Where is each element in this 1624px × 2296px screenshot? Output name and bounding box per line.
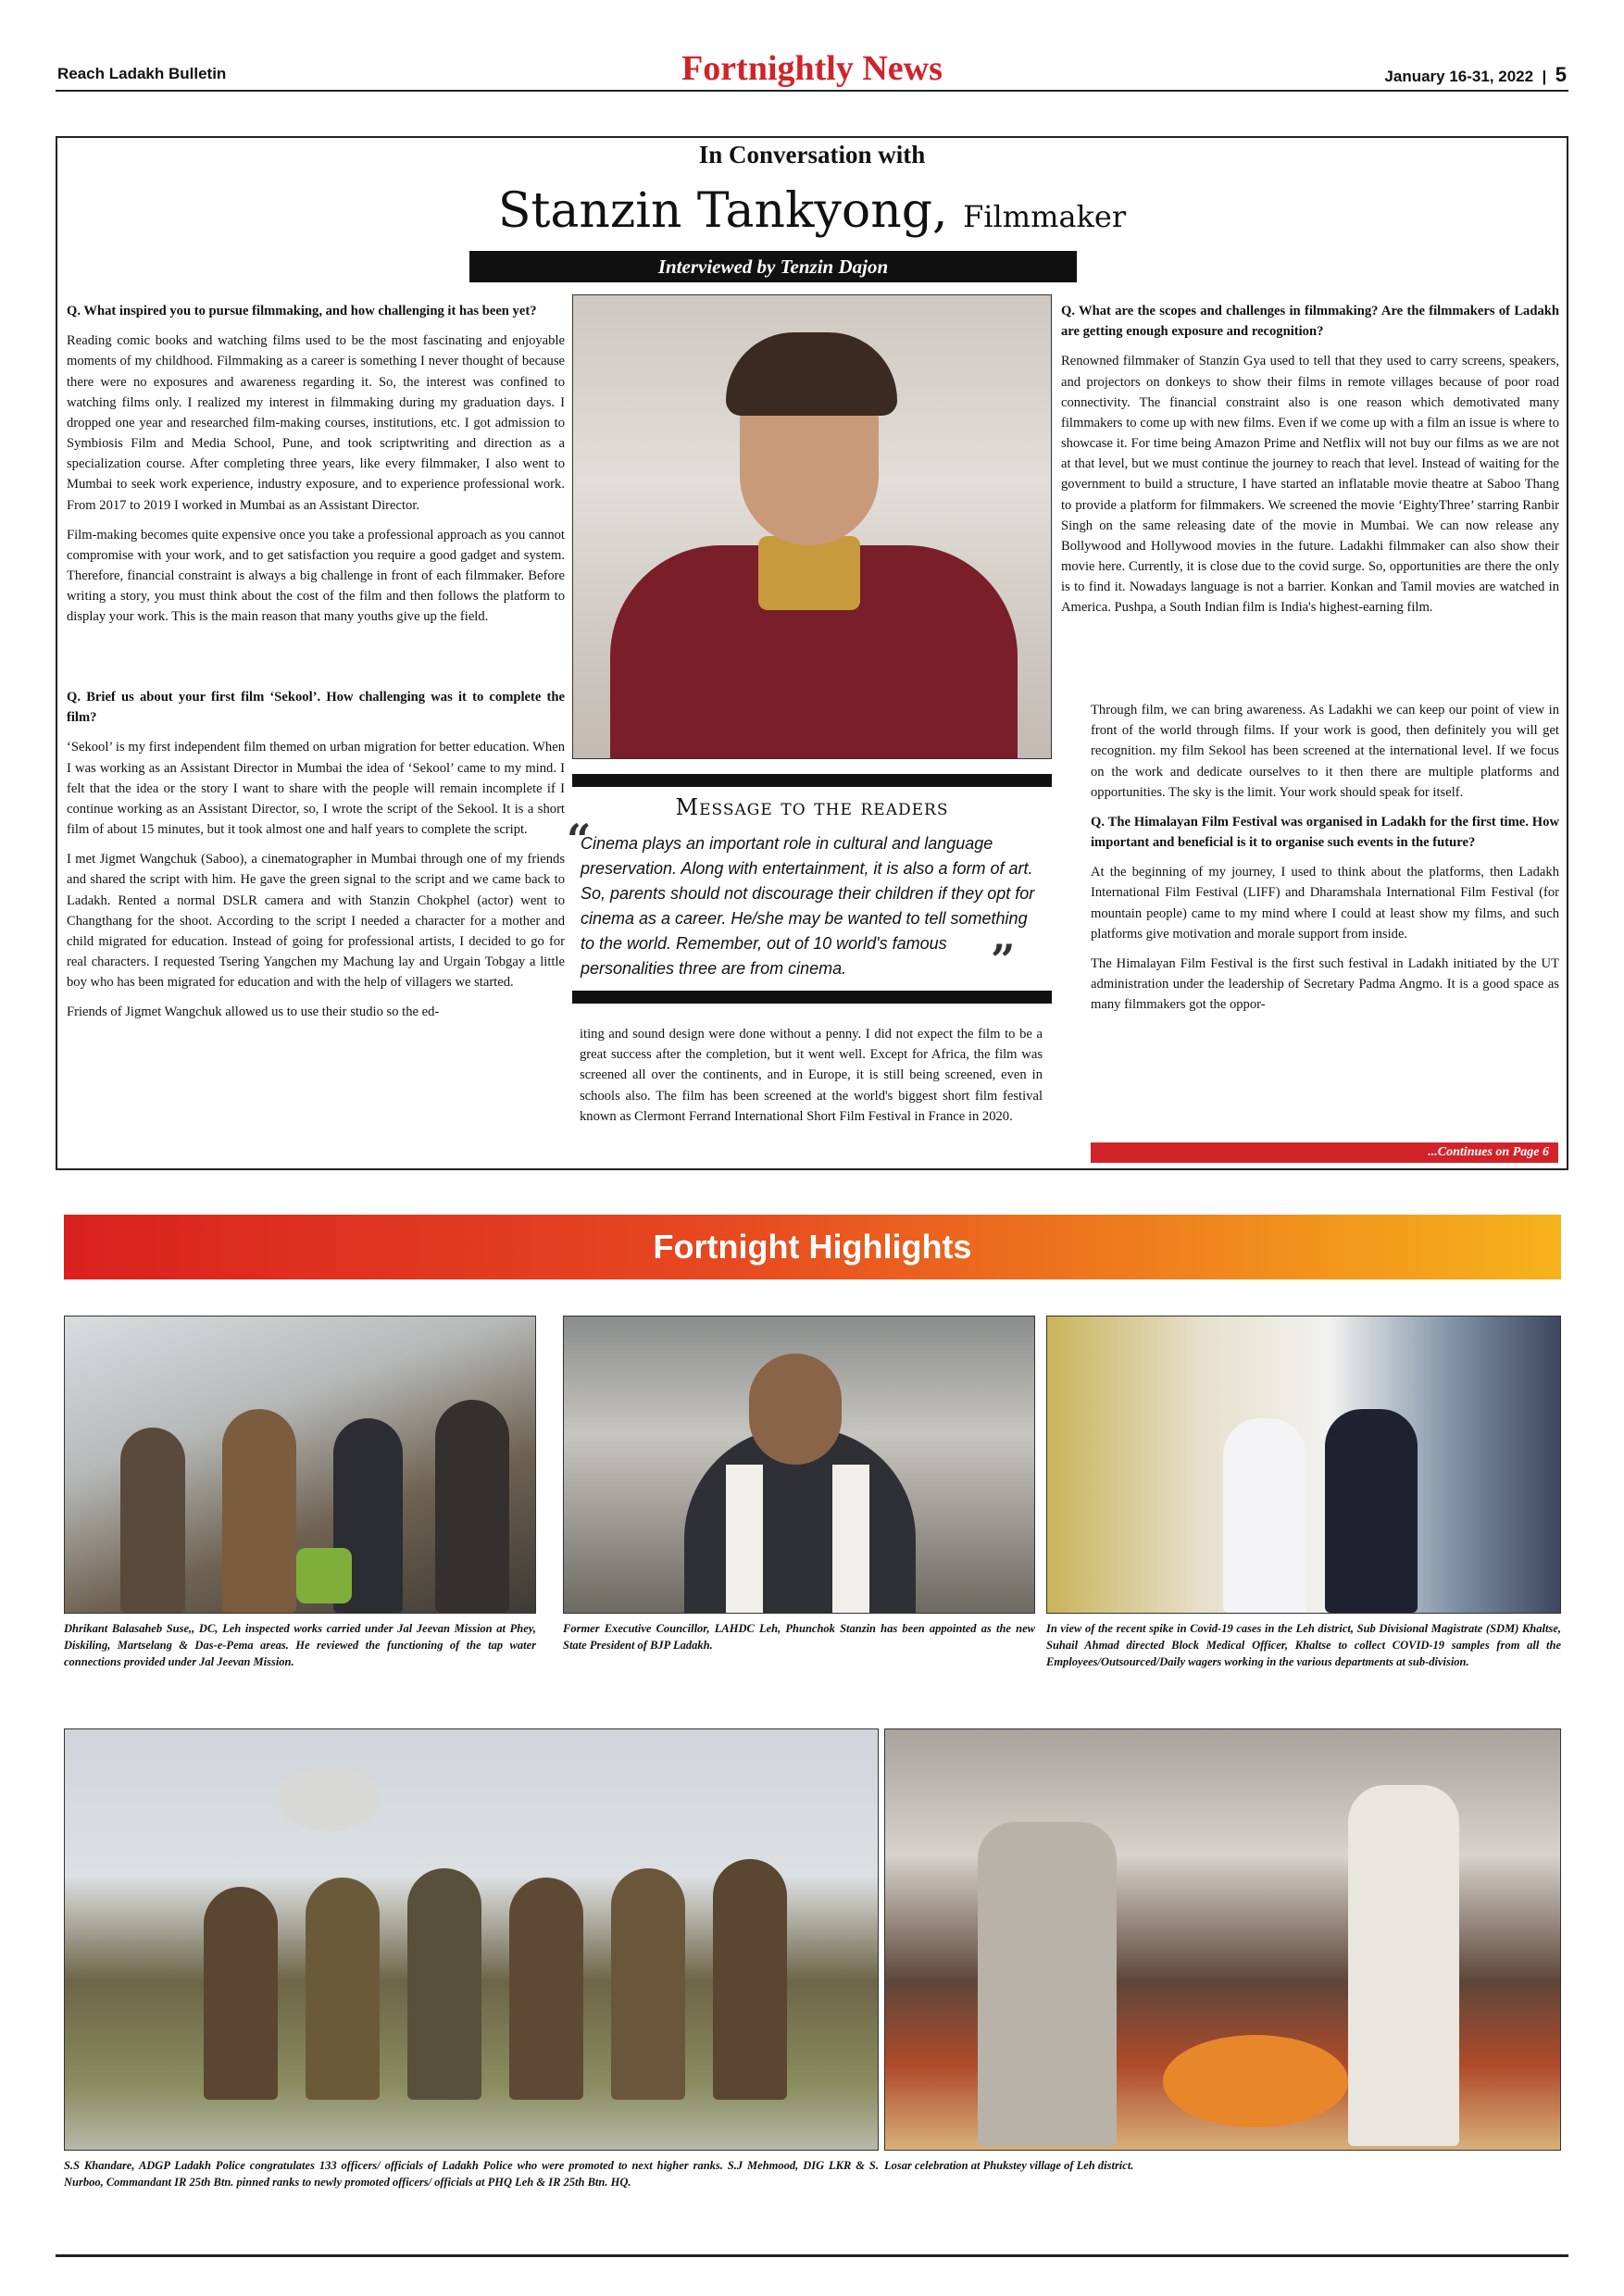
portrait-photo [572,294,1052,759]
photo-covid-sampling [1046,1316,1561,1614]
interviewee-name [0,183,1624,239]
byline: Interviewed by Tenzin Dajon [469,251,1077,282]
answer-paragraph: Film-making becomes quite expensive once you take a professional approach as you cannot compromise with your work, and to get satisfaction you require a good gadget and system. Therefore, financial constraint is always a big challenge in front of each filmmaker. Before writing a story, you must think about the cost of the film and then follows the platform to display your work. This is the main reason that many youths give up the field. [67,527,565,625]
ppe-worker-shape [1223,1418,1306,1613]
answer-paragraph: At the beginning of my journey, I used to think about the platforms, then Ladakh International Film Festival (LIFF) and Dharamshala International Film Festival (for mountain people) came to my mind where I could at least show my films, and such platforms give motivation and morale support from inside. [1091,865,1559,942]
date-text: January 16-31, 2022 [1384,68,1534,85]
separator: | [1537,68,1552,85]
left-column-top [67,301,565,637]
left-column-bottom [67,687,565,1032]
message-top-bar [572,774,1052,787]
caption-1: Dhrikant Balasaheb Suse,, DC, Leh inspected works carried under Jal Jeevan Mission at Phey, Diskiling, Martselang & Das-e-Pema areas. He reviewed the functioning of the tap water connections provided under Jal Jeevan Mission. [64,1622,536,1669]
photo-losar-celebration [884,1728,1561,2151]
officer-shape [713,1859,787,2100]
interview-kicker: In Conversation with [698,141,926,168]
section-title: Fortnightly News [681,49,943,88]
photo-jal-jeevan-inspection [64,1316,536,1614]
answer-paragraph: The Himalayan Film Festival is the first such festival in Ladakh initiated by the UT administration under the leadership of Secretary Padma Angmo. It is a good space as many filmmakers got the oppor- [1091,955,1559,1013]
footer-rule [56,2254,1568,2257]
person-shape [1348,1785,1459,2146]
officer-shape [306,1878,380,2100]
officer-shape [611,1868,685,2100]
caption-5: Losar celebration at Phukstey village of Leh district. [884,2159,1134,2172]
scarf-shape [726,1465,763,1613]
costumed-figure-shape [978,1822,1117,2146]
message-title: Message to the readers [675,794,949,820]
answer-paragraph: Reading comic books and watching films used to be the most fascinating and enjoyable moments of my childhood. Filmmaking as a career is something I never thought of because there were no exposures and awareness regarding it. So, the interest was confined to watching films only. I realized my interest in filmmaking during my graduation days. I dropped one year and researched film-making courses, institutions, etc. I got admission to Symbiosis Film and Media School, Pune, and took scriptwriting and direction as a specialization course. After completing three years, like every filmmaker, I also went to Mumbai to seek work experience, industry exposure, and to experience professional work. From 2017 to 2019 I worked in Mumbai as an Assistant Director. [67,333,565,513]
question-3: Q. What are the scopes and challenges in filmmaking? Are the filmmakers of Ladakh are getting enough exposure and recognition? [1061,304,1559,340]
answer-paragraph: ‘Sekool’ is my first independent film themed on urban migration for better education. When I was working as an Assistant Director in Mumbai the idea of ‘Sekool’ came to my mind. I felt that the idea or the story I want to share with the people will remain incomplete if I continue working as an Assistant Director, so, I wrote the script of the Sekool. It is a short film of about 15 minutes, but it took almost one and half years to complete the script. [67,740,565,838]
officer-shape [407,1868,481,2100]
answer-paragraph: Renowned filmmaker of Stanzin Gya used to tell that they used to carry screens, speakers, and projectors on donkeys to show their films in remote villages because of poor road connectivity. The financial constraint also is one reason which demotivated many filmmakers to come up with new films. Even if we come up with a film an issue is where to showcase it. For time being Amazon Prime and Netflix will not buy our films as we are not at that level, but we must continue the journey to reach that level. Instead of waiting for the government to build a structure, I have started an inflatable movie theatre at Saboo Thang to provide a platform for filmmakers. We screened the movie ‘EightyThree’ starring Ranbir Singh on the same releasing date of the movie in Mumbai. We can now release any Bollywood and Hollywood movies in the future. Ladakhi filmmaker can also show their movie here. Currently, it is close due to the covid surge. So, opportunities are there the only is to find it. Nowadays language is not a barrier. Konkan and Tamil movies are watched in America. Pushpa, a South Indian film is India's highest-earning film. [1061,354,1559,616]
officer-shape [509,1878,583,2100]
hair-shape [726,332,897,416]
header-rule [56,90,1568,92]
answer-paragraph: iting and sound design were done without a penny. I did not expect the film to be a great success after the completion, but it went well. Except for Africa, the film was screened all over the continents, and in Europe, it is still being screened, even in schools also. The film has been screened at the world's biggest short film festival known as Clermont Ferrand International Short Film Festival in France in 2020. [580,1027,1043,1124]
face-shape [749,1354,842,1465]
caption-3: In view of the recent spike in Covid-19 cases in the Leh district, Sub Divisional Magistrate (SDM) Khaltse, Suhail Ahmad directed Block Medical Officer, Khaltse to collect COVID-19 samples from all the Employees/Outsourced/Daily wagers working in the various departments at sub-division. [1046,1622,1561,1669]
answer-paragraph: I met Jigmet Wangchuk (Saboo), a cinematographer in Mumbai through one of my friends and shared the script with him. He gave the green signal to the script and we came back to Ladakh. Rented a normal DSLR camera and with Stanzin Chokphel (actor) went to Changthang for the shoot. According to the script I needed a character for a mother and child migrated for education. Instead of going for professional artists, I decided to go for real characters. I requested Tsering Yangchen my Machung lay and Urgain Tobgay a little boy who has been migrated for education and with the help of villagers we started. [67,852,565,991]
question-2: Q. Brief us about your first film ‘Sekool’. How challenging was it to complete the film? [67,690,565,726]
satellite-dish-shape [278,1766,380,1831]
water-can-shape [296,1548,352,1603]
issue-date [1384,63,1567,87]
question-4: Q. The Himalayan Film Festival was organised in Ladakh for the first time. How important and beneficial is it to organise such events in the future? [1091,814,1559,851]
middle-column [580,1024,1043,1136]
right-column-bottom [1091,700,1559,1024]
collar-shape [758,536,860,610]
person-shape [1325,1409,1418,1613]
highlights-banner: Fortnight Highlights [64,1215,1561,1279]
officer-shape [204,1887,278,2100]
message-bottom-bar [572,991,1052,1004]
publication-name: Reach Ladakh Bulletin [57,65,227,82]
answer-paragraph: Through film, we can bring awareness. As Ladakhi we can keep our point of view in front of the world through films. If your work is good, then definitely you will get recognition. my film Sekool has been screened at the international level. If we focus on the work and dedicate ourselves to it then there are multiple platforms and opportunities. The sky is the limit. Your work should speak for itself. [1091,703,1559,800]
fire-shape [1163,2035,1348,2128]
page-number: 5 [1555,63,1567,86]
scarf-shape [832,1465,869,1613]
role-text: Filmmaker [963,199,1127,234]
continues-link[interactable]: ...Continues on Page 6 [1091,1142,1558,1163]
person-shape [222,1409,296,1613]
photo-police-promotion [64,1728,879,2151]
open-quote-icon: “ [567,815,592,865]
person-shape [435,1400,509,1613]
message-text: Cinema plays an important role in cultural and language preservation. Along with entertainment, it is also a form of art. So, parents should not discourage their children if they opt for cinema as a career. He/she may be wanted to tell something to the world. Remember, out of 10 world's famous personalities three are from cinema. [581,834,1035,978]
caption-4: S.S Khandare, ADGP Ladakh Police congratulates 133 officers/ officials of Ladakh Police who were promoted to next higher ranks. S.J Mehmood, DIG LKR & S. Nurboo, Commandant IR 25th Btn. pinned ranks to newly promoted officers/ officials at PHQ Leh & IR 25th Btn. HQ. [64,2159,879,2190]
question-1: Q. What inspired you to pursue filmmaking, and how challenging it has been yet? [67,304,537,318]
caption-2: Former Executive Councillor, LAHDC Leh, Phunchok Stanzin has been appointed as the new State President of BJP Ladakh. [563,1622,1035,1653]
answer-paragraph: Friends of Jigmet Wangchuk allowed us to use their studio so the ed- [67,1004,440,1020]
photo-phunchok-stanzin [563,1316,1035,1614]
close-quote-icon: ” [991,935,1016,985]
name-text: Stanzin Tankyong, [497,183,948,239]
person-shape [120,1428,185,1613]
right-column-top [1061,301,1559,628]
